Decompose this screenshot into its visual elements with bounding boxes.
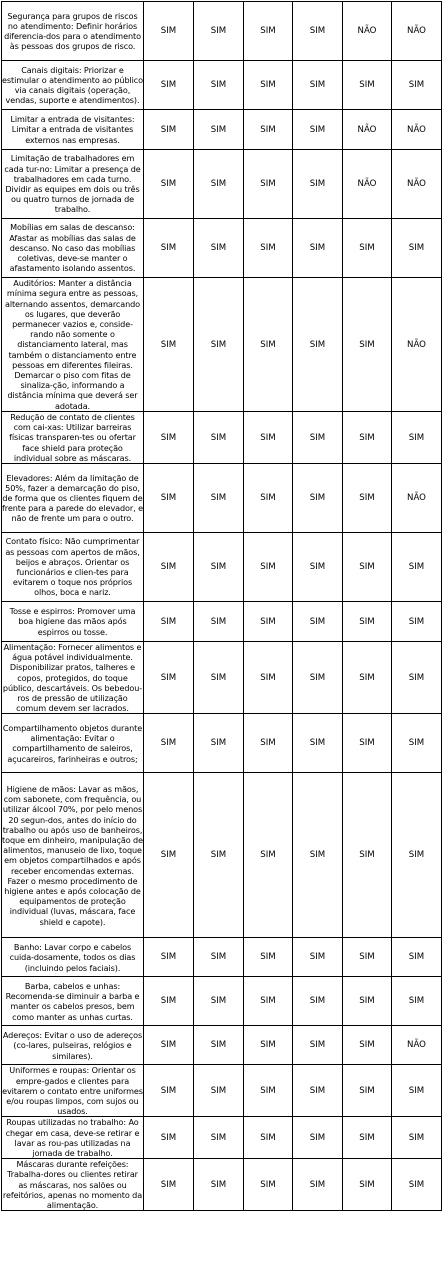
measure-description: Contato físico: Não cumprimentar as pessoas com apertos de mãos, beijos e abraços. Orientar os funcionários e clien-tes para evitarem o toque nos próprios olhos, boca e nariz. [2,533,144,602]
status-cell: NÃO [343,150,392,219]
status-cell: SIM [244,1117,293,1159]
status-cell: SIM [194,110,244,150]
measure-description: Elevadores: Além da limitação de 50%, fazer a demarcação do piso, de forma que os clientes fiquem de frente para a parede do elevador, e não de frente um para o outro. [2,464,144,533]
status-cell: SIM [194,150,244,219]
status-cell: SIM [244,533,293,602]
table-row [2,150,442,219]
status-cell: SIM [244,150,293,219]
status-cell: SIM [244,1026,293,1065]
status-cell: SIM [343,412,392,464]
table-row [2,61,442,110]
table-row [2,533,442,602]
status-cell: SIM [144,61,194,110]
status-cell: SIM [293,977,343,1026]
status-cell: SIM [144,533,194,602]
status-cell: SIM [392,412,442,464]
status-cell: SIM [194,533,244,602]
status-cell: NÃO [343,110,392,150]
status-cell: SIM [144,412,194,464]
measure-description: Redução de contato de clientes com cai-xas: Utilizar barreiras físicas transparen-tes ou ofertar face shield para proteção individual sobre as máscaras. [2,412,144,464]
status-cell: NÃO [392,110,442,150]
status-cell: SIM [244,61,293,110]
status-cell: SIM [392,219,442,278]
status-cell: SIM [244,1065,293,1117]
status-cell: SIM [392,977,442,1026]
table-row [2,1159,442,1211]
status-cell: SIM [194,977,244,1026]
status-cell: NÃO [392,2,442,61]
measure-description: Segurança para grupos de riscos no atendimento: Definir horários diferencia-dos para o atendimento às pessoas dos grupos de risco. [2,2,144,61]
status-cell: SIM [144,977,194,1026]
status-cell: SIM [293,278,343,412]
status-cell: SIM [194,1159,244,1211]
status-cell: SIM [343,714,392,773]
status-cell: SIM [144,2,194,61]
status-cell: SIM [293,773,343,938]
status-cell: SIM [343,602,392,642]
table-row [2,938,442,977]
status-cell: SIM [144,1159,194,1211]
status-cell: SIM [244,602,293,642]
status-cell: NÃO [392,150,442,219]
status-cell: SIM [392,642,442,714]
status-cell: SIM [244,412,293,464]
measure-description: Tosse e espirros: Promover uma boa higiene das mãos após espirros ou tosse. [2,602,144,642]
status-cell: SIM [392,773,442,938]
status-cell: SIM [194,1117,244,1159]
status-cell: SIM [343,642,392,714]
status-cell: SIM [144,464,194,533]
status-cell: SIM [144,938,194,977]
status-cell: SIM [293,1117,343,1159]
status-cell: SIM [343,938,392,977]
table-row [2,464,442,533]
status-cell: SIM [293,61,343,110]
status-cell: NÃO [343,2,392,61]
measure-description: Limitar a entrada de visitantes: Limitar a entrada de visitantes externos nas empresas. [2,110,144,150]
status-cell: SIM [244,938,293,977]
status-cell: SIM [194,714,244,773]
measure-description: Adereços: Evitar o uso de adereços (co-lares, pulseiras, relógios e similares). [2,1026,144,1065]
measure-description: Roupas utilizadas no trabalho: Ao chegar em casa, deve-se retirar e lavar as rou-pas utilizadas na jornada de trabalho. [2,1117,144,1159]
table-row [2,1065,442,1117]
table-row [2,1026,442,1065]
status-cell: SIM [392,938,442,977]
status-cell: SIM [293,533,343,602]
status-cell: SIM [144,714,194,773]
status-cell: SIM [293,219,343,278]
status-cell: SIM [194,642,244,714]
status-cell: SIM [194,219,244,278]
measure-description: Banho: Lavar corpo e cabelos cuida-dosamente, todos os dias (incluindo pelos faciais). [2,938,144,977]
status-cell: SIM [194,773,244,938]
status-cell: SIM [144,110,194,150]
status-cell: SIM [144,150,194,219]
measure-description: Alimentação: Fornecer alimentos e água potável individualmente. Disponibilizar pratos, talheres e copos, protegidos, do toque público, descartáveis. Os bebedou-ros de pressão de utilização comum devem ser lacrados. [2,642,143,714]
status-cell: SIM [244,464,293,533]
measure-description: Limitação de trabalhadores em cada tur-no: Limitar a presença de trabalhadores em cada turno. Dividir as equipes em dois ou três ou quatro turnos de jornada de trabalho. [2,150,144,219]
status-cell: SIM [144,1065,194,1117]
status-cell: SIM [293,2,343,61]
status-cell: SIM [392,533,442,602]
status-cell: SIM [194,61,244,110]
table-row [2,412,442,464]
table-row [2,642,442,714]
measure-description: Auditórios: Manter a distância mínima segura entre as pessoas, alternando assentos, demarcando os lugares, que deverão permanecer vazios e, conside-rando não somente o distanciamento lateral, mas também o distanciamento entre pessoas em diferentes fileiras. Demarcar o piso com fitas de sinaliza-ção, informando a distância mínima que deverá ser adotada. [2,278,144,412]
status-cell: SIM [194,1026,244,1065]
status-cell: SIM [343,278,392,412]
status-cell: SIM [343,1065,392,1117]
status-cell: NÃO [392,1026,442,1065]
status-cell: SIM [194,602,244,642]
status-cell: SIM [343,219,392,278]
status-cell: SIM [293,150,343,219]
status-cell: SIM [244,977,293,1026]
status-cell: SIM [194,938,244,977]
status-cell: SIM [392,714,442,773]
status-cell: SIM [244,278,293,412]
table-row [2,714,442,773]
table-row [2,773,442,938]
status-cell: SIM [343,773,392,938]
status-cell: SIM [293,1026,343,1065]
measure-description: Máscaras durante refeições: Trabalha-dores ou clientes retirar as máscaras, nos salões ou refeitórios, apenas no momento da alimentação. [2,1159,143,1211]
status-cell: SIM [293,464,343,533]
status-cell: SIM [144,1026,194,1065]
status-cell: SIM [194,412,244,464]
status-cell: SIM [144,1117,194,1159]
measures-table-body [2,2,442,1211]
status-cell: SIM [194,1065,244,1117]
status-cell: SIM [343,61,392,110]
status-cell: SIM [392,61,442,110]
table-row [2,219,442,278]
status-cell: SIM [244,2,293,61]
status-cell: SIM [144,219,194,278]
status-cell: SIM [144,642,194,714]
measure-description: Compartilhamento objetos durante alimentação: Evitar o compartilhamento de saleiros, açucareiros, farinheiras e outros; [2,714,144,773]
status-cell: SIM [392,1117,442,1159]
measure-description: Mobílias em salas de descanso: Afastar as mobílias das salas de descanso. No caso das mobílias coletivas, deve-se manter o afastamento isolando assentos. [2,219,144,278]
status-cell: SIM [144,602,194,642]
table-row [2,1117,442,1159]
measure-description: Uniformes e roupas: Orientar os empre-gados e clientes para evitarem o contato entre uniformes e/ou roupas limpos, com sujos ou usados. [2,1065,143,1117]
status-cell: SIM [244,219,293,278]
status-cell: NÃO [392,278,442,412]
status-cell: SIM [293,938,343,977]
status-cell: SIM [392,602,442,642]
status-cell: SIM [244,773,293,938]
measure-description: Canais digitais: Priorizar e estimular o atendimento ao público via canais digitais (operação, vendas, suporte e atendimentos). [2,61,144,110]
status-cell: SIM [392,1065,442,1117]
status-cell: SIM [293,642,343,714]
measures-table [1,1,442,1211]
status-cell: SIM [194,278,244,412]
measure-description: Barba, cabelos e unhas: Recomenda-se diminuir a barba e manter os cabelos presos, bem como manter as unhas curtas. [2,977,144,1026]
status-cell: SIM [244,714,293,773]
status-cell: SIM [244,1159,293,1211]
status-cell: SIM [343,464,392,533]
table-row [2,278,442,412]
status-cell: SIM [343,1159,392,1211]
status-cell: SIM [144,773,194,938]
status-cell: SIM [293,110,343,150]
status-cell: SIM [343,1026,392,1065]
table-row [2,602,442,642]
status-cell: SIM [343,533,392,602]
status-cell: SIM [343,1117,392,1159]
status-cell: SIM [343,977,392,1026]
status-cell: SIM [293,1159,343,1211]
status-cell: SIM [293,602,343,642]
table-row [2,2,442,61]
status-cell: SIM [293,1065,343,1117]
table-row [2,977,442,1026]
status-cell: SIM [194,2,244,61]
status-cell: SIM [293,714,343,773]
measure-description: Higiene de mãos: Lavar as mãos, com sabonete, com frequência, ou utilizar álcool 70%, por pelo menos 20 segun-dos, antes do início do trabalho ou após uso de banheiros, toque em dinheiro, manipulação de alimentos, manuseio de lixo, toque em objetos compartilhados e após receber encomendas externas. Fazer o mesmo procedimento de higiene antes e após colocação de equipamentos de proteção individual (luvas, máscara, face shield e capote). [2,773,144,938]
status-cell: NÃO [392,464,442,533]
status-cell: SIM [293,412,343,464]
status-cell: SIM [244,642,293,714]
table-row [2,110,442,150]
status-cell: SIM [194,464,244,533]
status-cell: SIM [244,110,293,150]
status-cell: SIM [392,1159,442,1211]
status-cell: SIM [144,278,194,412]
